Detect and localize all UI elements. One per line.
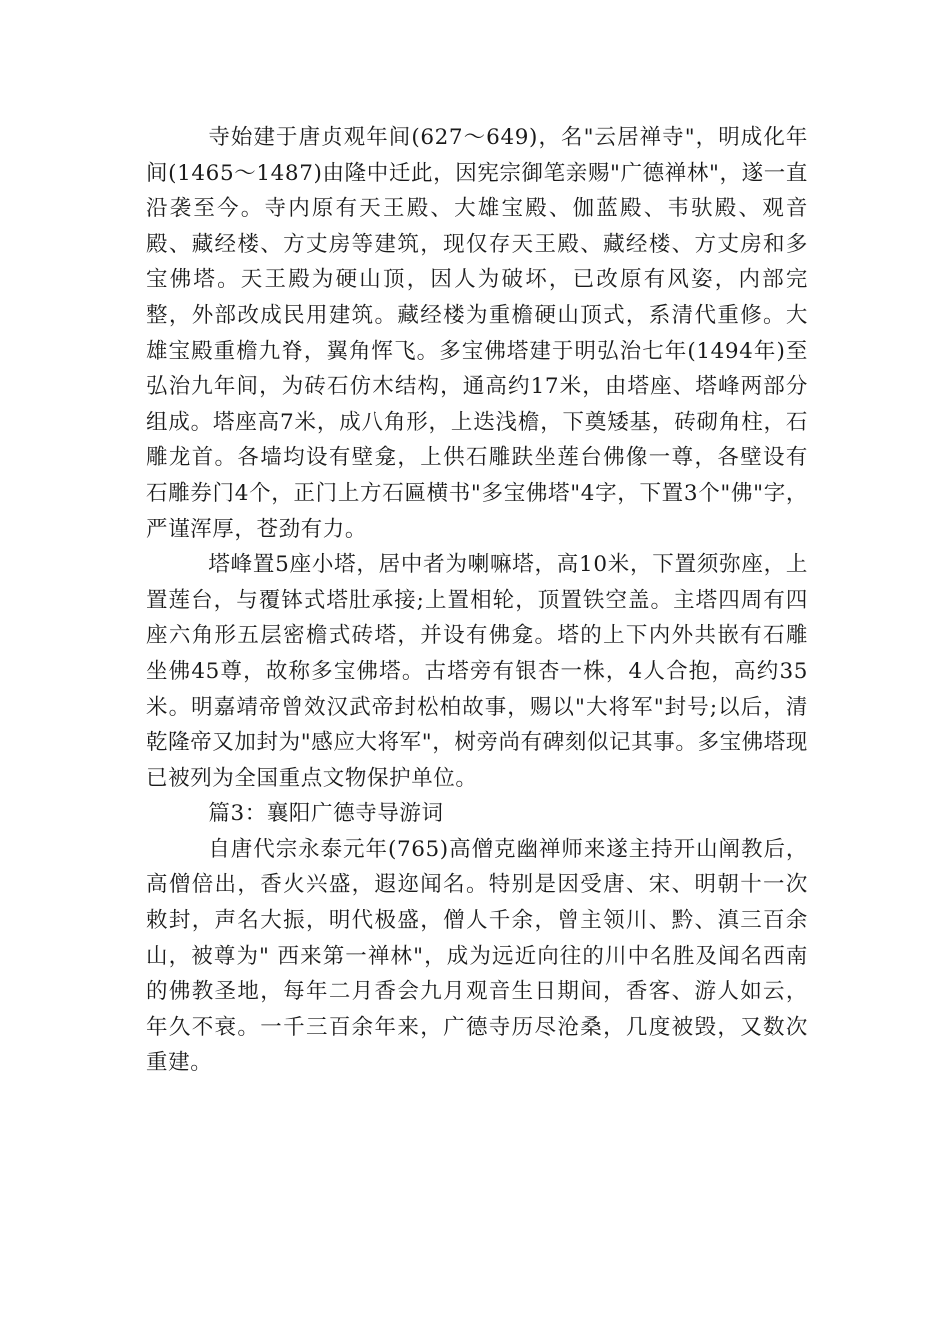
paragraph-pagoda-peak: 塔峰置5座小塔，居中者为喇嘛塔，高10米，下置须弥座，上置莲台，与覆钵式塔肚承接;上置相轮，顶置铁空盖。主塔四周有四座六角形五层密檐式砖塔，并设有佛龛。塔的上下内外共嵌有石雕坐佛45尊，故称多宝佛塔。古塔旁有银杏一株，4人合抱，高约35米。明嘉靖帝曾效汉武帝封松柏故事，赐以"大将军"封号;以后，清乾隆帝又加封为"感应大将军"，树旁尚有碑刻似记其事。多宝佛塔现已被列为全国重点文物保护单位。: [146, 552, 808, 791]
section-heading: 篇3：襄阳广德寺导游词: [208, 801, 444, 827]
paragraph-temple-history: 寺始建于唐贞观年间(627～649)，名"云居禅寺"，明成化年间(1465～1487)由隆中迁此，因宪宗御笔亲赐"广德禅林"，遂一直沿袭至今。寺内原有天王殿、大雄宝殿、伽蓝殿、韦驮殿、观音殿、藏经楼、方丈房等建筑，现仅存天王殿、藏经楼、方丈房和多宝佛塔。天王殿为硬山顶，因人为破坏，已改原有风姿，内部完整，外部改成民用建筑。藏经楼为重檐硬山顶式，系清代重修。大雄宝殿重檐九脊，翼角恽飞。多宝佛塔建于明弘治七年(1494年)至弘治九年间，为砖石仿木结构，通高约17米，由塔座、塔峰两部分组成。塔座高7米，成八角形，上迭浅檐，下奠矮基，砖砌角柱，石雕龙首。各墙均设有壁龛，上供石雕趺坐莲台佛像一尊，各壁设有石雕券门4个，正门上方石匾横书"多宝佛塔"4字，下置3个"佛"字，严谨浑厚，苍劲有力。: [146, 125, 808, 542]
document-page: [146, 120, 808, 1081]
paragraph-guangde-temple: 自唐代宗永泰元年(765)高僧克幽禅师来遂主持开山阐教后，高僧倍出，香火兴盛，遐迩闻名。特别是因受唐、宋、明朝十一次敕封，声名大振，明代极盛，僧人千余，曾主领川、黔、滇三百余山，被尊为" 西来第一禅林"，成为远近向往的川中名胜及闻名西南的佛教圣地，每年二月香会九月观音生日期间，香客、游人如云，年久不衰。一千三百余年来，广德寺历尽沧桑，几度被毁，又数次重建。: [146, 836, 808, 1076]
